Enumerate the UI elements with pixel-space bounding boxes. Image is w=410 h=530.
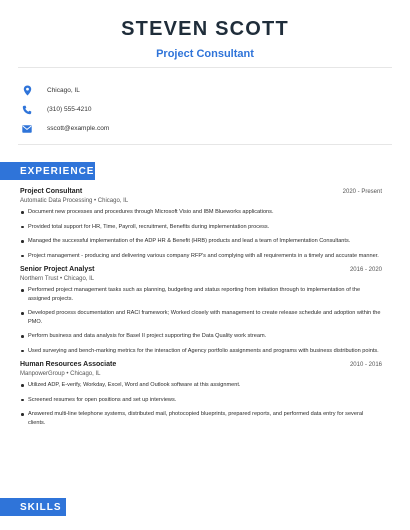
job-bullet: Used surveying and bench-marking metrics for the interaction of Agency portfolio assignments and programs with business distribution points. [20,347,382,356]
job-organization: Automatic Data Processing • Chicago, IL [20,198,129,204]
job-bullet: Project management - producing and delivering various company RFP's and complying with all requirements in a timely and accurate manner. [20,252,382,261]
job-title: Project Consultant [20,188,83,195]
job-bullet: Managed the successful implementation of the ADP HR & Benefit (HRB) products and lead a team of Implementation Consultants. [20,237,382,246]
contact-location-text: Chicago, IL [47,87,80,94]
job-bullet: Developed process documentation and RACI framework; Worked closely with management to create release schedule and adoption within the PMO. [20,309,382,326]
job-bullet: Utilized ADP, E-verify, Workday, Excel, Word and Outlook software at this assignment. [20,381,382,390]
job-bullet: Perform business and data analysis for Basel II project supporting the Data Quality work stream. [20,332,382,341]
job-bullet: Document new processes and procedures through Microsoft Visio and IBM Blueworks applications. [20,208,382,217]
job-title: Human Resources Associate [20,361,117,368]
location-pin-icon [20,84,34,98]
job-entry [20,361,382,427]
candidate-title: Project Consultant [156,48,254,60]
job-entry [20,188,382,260]
contact-location [20,81,380,100]
job-bullets [20,286,382,355]
phone-icon [20,103,34,117]
job-organization: ManpowerGroup • Chicago, IL [20,371,101,377]
job-bullet: Performed project management tasks such as planning, budgeting and status reporting from initiation through to implementation of the assigned projects. [20,286,382,303]
job-entry [20,266,382,355]
job-dates: 2020 - Present [342,189,382,195]
job-dates: 2016 - 2020 [349,267,382,273]
email-icon [20,122,34,136]
contact-divider [18,144,392,145]
job-title: Senior Project Analyst [20,266,95,273]
job-bullet: Screened resumes for open positions and set up interviews. [20,396,382,405]
contact-email-text: sscott@example.com [47,125,110,132]
job-organization: Northern Trust • Chicago, IL [20,276,95,282]
experience-list [20,188,382,433]
contact-phone-text: (310) 555-4210 [47,106,92,113]
header-divider [18,67,392,68]
contact-email [20,119,380,138]
job-bullets [20,208,382,260]
job-bullet: Provided total support for HR, Time, Payroll, recruitment, Benefits during implementation process. [20,223,382,232]
job-bullets [20,381,382,427]
contact-phone [20,100,380,119]
skills-section-heading: SKILLS [0,498,66,516]
job-bullet: Answered multi-line telephone systems, distributed mail, photocopied blueprints, prepared reports, and performed data entry for several clients. [20,410,382,427]
contact-list [20,81,380,138]
experience-section-heading: EXPERIENCE [0,162,95,180]
resume-header [0,0,410,60]
candidate-name: STEVEN SCOTT [121,18,289,40]
job-dates: 2010 - 2016 [349,362,382,368]
